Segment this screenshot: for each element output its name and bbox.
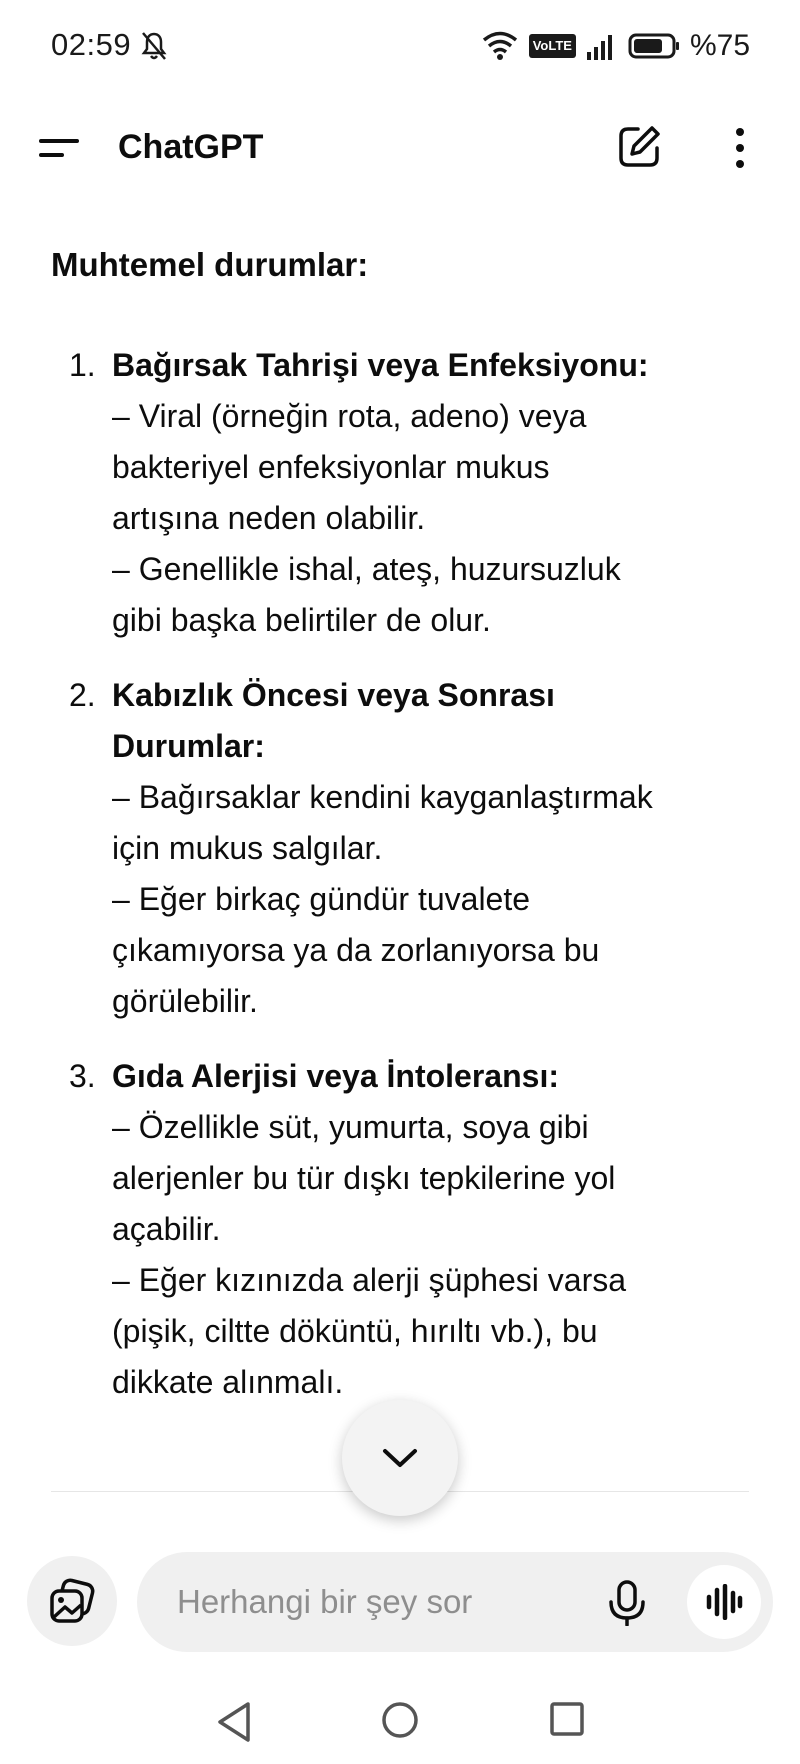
list-item-line: için mukus salgılar. (112, 830, 383, 866)
list-item-line: – Bağırsaklar kendini kayganlaştırmak (112, 779, 653, 815)
list-item-line: artışına neden olabilir. (112, 500, 426, 536)
audio-waveform-icon (704, 1584, 744, 1620)
assistant-message (51, 238, 756, 1432)
chevron-down-icon (380, 1446, 420, 1470)
message-heading: Muhtemel durumlar: (51, 246, 369, 283)
list-item-line: – Genellikle ishal, ateş, huzursuzluk (112, 551, 621, 587)
list-item-number: 3. (69, 1058, 96, 1094)
list-item-line: gibi başka belirtiler de olur. (112, 602, 491, 638)
microphone-icon[interactable] (605, 1580, 649, 1626)
list-item-title: Kabızlık Öncesi veya Sonrası Durumlar: (112, 677, 555, 764)
scroll-down-button[interactable] (342, 1400, 458, 1516)
signal-icon (586, 32, 618, 60)
battery-percentage: %75 (689, 29, 750, 62)
list-item-line: – Eğer kızınızda alerji şüphesi varsa (112, 1262, 627, 1298)
attach-media-button[interactable] (27, 1556, 117, 1646)
list-item-line: alerjenler bu tür dışkı tepkilerine yol (112, 1160, 616, 1196)
back-icon[interactable] (214, 1700, 254, 1744)
list-item-line: açabilir. (112, 1211, 221, 1247)
list-item-line: çıkamıyorsa ya da zorlanıyorsa bu (112, 932, 600, 968)
system-nav-bar (0, 1680, 800, 1764)
app-header (0, 100, 800, 196)
status-bar (0, 0, 800, 92)
list-item-title: Bağırsak Tahrişi veya Enfeksiyonu: (112, 347, 649, 383)
list-item (51, 340, 756, 646)
images-icon (47, 1577, 97, 1625)
list-item (51, 1051, 756, 1408)
status-time: 02:59 (51, 27, 132, 62)
list-item-line: – Özellikle süt, yumurta, soya gibi (112, 1109, 589, 1145)
recent-apps-icon[interactable] (548, 1700, 586, 1738)
list-item-line: dikkate alınmalı. (112, 1364, 344, 1400)
list-item-line: – Viral (örneğin rota, adeno) veya (112, 398, 587, 434)
volte-badge: VoLTE (529, 34, 576, 58)
app-title: ChatGPT (118, 128, 264, 166)
wifi-icon (481, 30, 519, 62)
more-options-icon[interactable] (722, 124, 758, 172)
list-item-line: görülebilir. (112, 983, 258, 1019)
menu-icon[interactable] (38, 132, 80, 164)
list-item-number: 1. (69, 347, 96, 383)
list-item-number: 2. (69, 677, 96, 713)
home-icon[interactable] (380, 1700, 420, 1740)
list-item-title: Gıda Alerjisi veya İntoleransı: (112, 1058, 559, 1094)
battery-icon (628, 32, 680, 60)
mute-icon (140, 30, 168, 62)
list-item-line: (pişik, ciltte döküntü, hırıltı vb.), bu (112, 1313, 598, 1349)
list-item-line: bakteriyel enfeksiyonlar mukus (112, 449, 550, 485)
list-item-line: – Eğer birkaç gündür tuvalete (112, 881, 531, 917)
new-chat-icon[interactable] (614, 122, 664, 172)
list-item (51, 670, 756, 1027)
message-composer (137, 1552, 773, 1652)
message-input[interactable] (177, 1552, 577, 1652)
voice-mode-button[interactable] (687, 1565, 761, 1639)
numbered-list (51, 340, 756, 1408)
status-icons (481, 28, 750, 64)
